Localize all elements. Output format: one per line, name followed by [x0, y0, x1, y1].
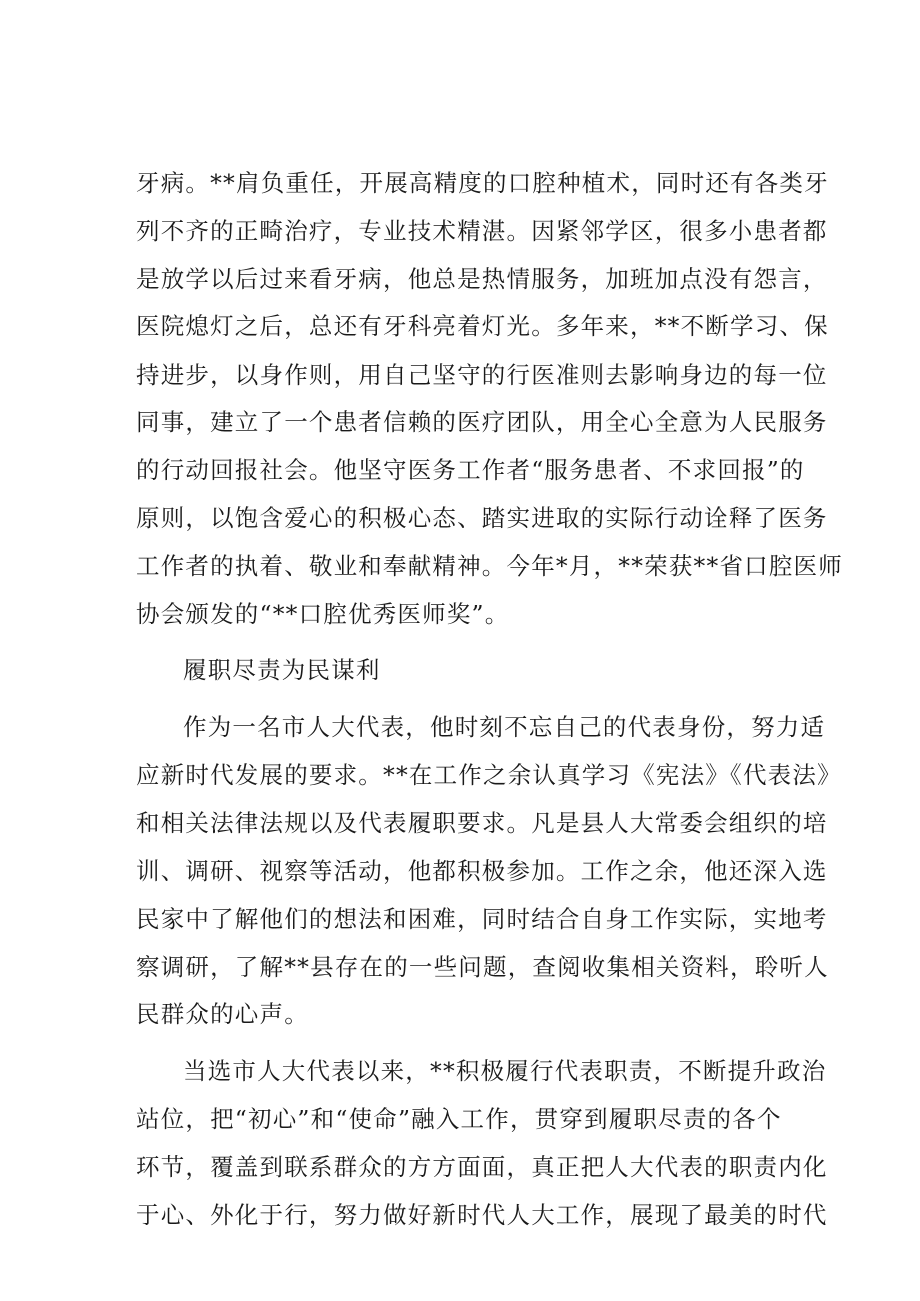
text-line: 于心、外化于行，努力做好新时代人大工作，展现了最美的时代 — [136, 1201, 828, 1229]
text-line: 协会颁发的“**口腔优秀医师奖”。 — [136, 600, 510, 628]
text-line: 站位，把“初心”和“使命”融入工作，贯穿到履职尽责的各个 — [136, 1105, 782, 1133]
text-line: 环节，覆盖到联系群众的方方面面，真正把人大代表的职责内化 — [136, 1153, 828, 1181]
text-line: 和相关法律法规以及代表履职要求。凡是县人大常委会组织的培 — [136, 809, 828, 837]
text-line: 同事，建立了一个患者信赖的医疗团队，用全心全意为人民服务 — [136, 408, 828, 436]
text-line: 民家中了解他们的想法和困难，同时结合自身工作实际，实地考 — [136, 905, 828, 933]
text-line: 工作者的执着、敬业和奉献精神。今年*月，**荣获**省口腔医师 — [136, 552, 843, 580]
section-heading: 履职尽责为民谋利 — [183, 656, 381, 684]
text-line: 当选市人大代表以来，**积极履行代表职责，不断提升政治 — [183, 1057, 827, 1085]
text-line: 作为一名市人大代表，他时刻不忘自己的代表身份，努力适 — [183, 713, 826, 741]
text-line: 应新时代发展的要求。**在工作之余认真学习《宪法》《代表法》 — [136, 761, 842, 789]
text-line: 的行动回报社会。他坚守医务工作者“服务患者、不求回报”的 — [136, 456, 805, 484]
text-line: 原则，以饱含爱心的积极心态、踏实进取的实际行动诠释了医务 — [136, 504, 828, 532]
text-line: 列不齐的正畸治疗，专业技术精湛。因紧邻学区，很多小患者都 — [136, 217, 828, 245]
text-line: 是放学以后过来看牙病，他总是热情服务，加班加点没有怨言， — [136, 265, 828, 293]
text-line: 察调研，了解**县存在的一些问题，查阅收集相关资料，聆听人 — [136, 953, 829, 981]
text-line: 牙病。**肩负重任，开展高精度的口腔种植术，同时还有各类牙 — [136, 169, 829, 197]
text-line: 医院熄灯之后，总还有牙科亮着灯光。多年来，**不断学习、保 — [136, 312, 829, 340]
text-line: 训、调研、视察等活动，他都积极参加。工作之余，他还深入选 — [136, 857, 828, 885]
text-line: 持进步，以身作则，用自己坚守的行医准则去影响身边的每一位 — [136, 361, 828, 389]
text-line: 民群众的心声。 — [136, 1000, 309, 1028]
